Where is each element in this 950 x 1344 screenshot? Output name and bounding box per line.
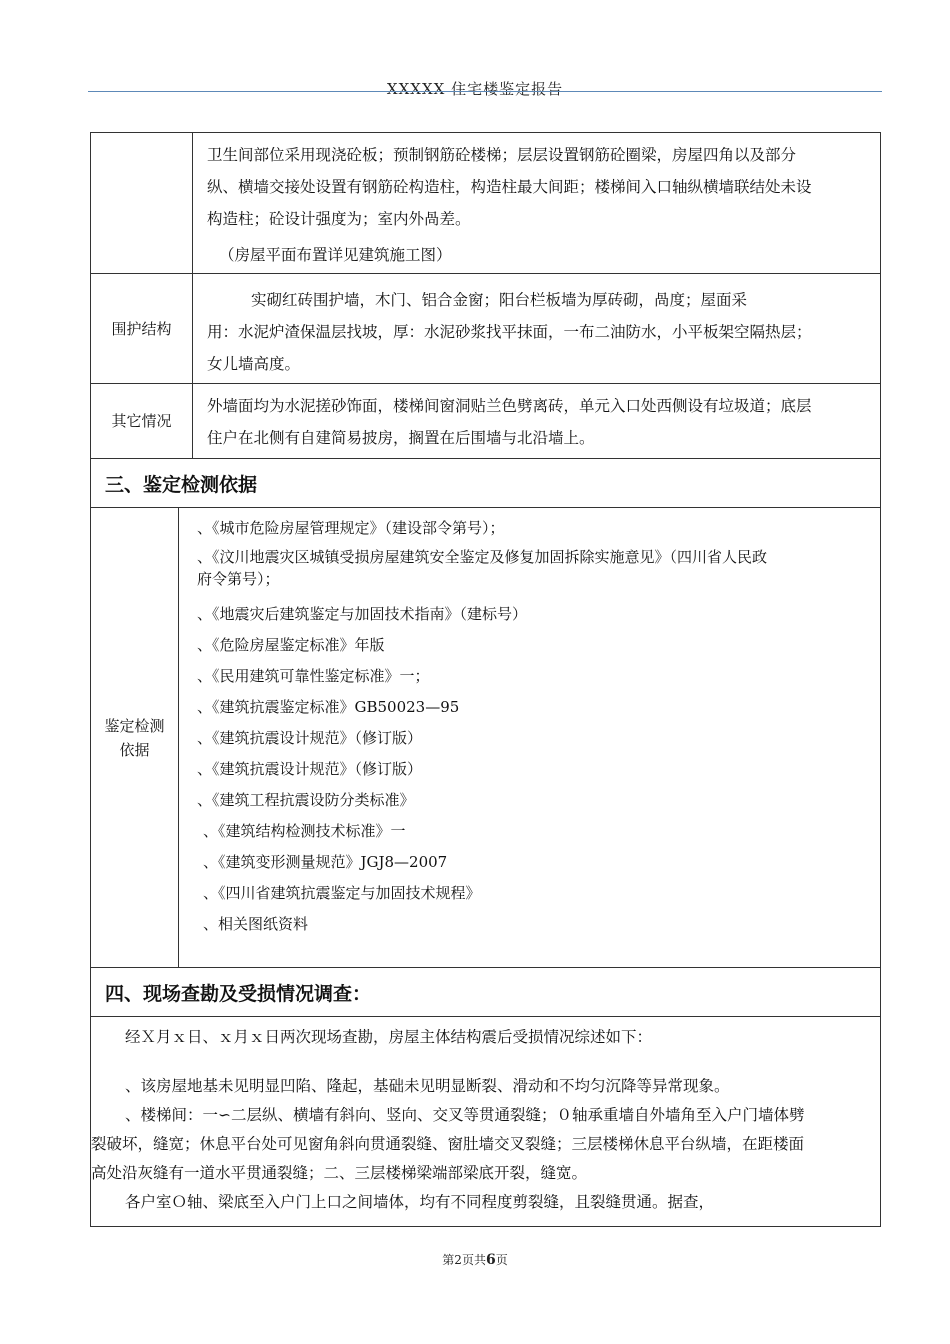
survey-lines xyxy=(91,1072,880,1217)
basis-item: 、《建筑变形测量规范》JGJ8—2007 xyxy=(203,853,448,871)
other-line-2: 住户在北侧有自建简易披房，搁置在后围墙与北沿墙上。 xyxy=(207,429,595,447)
header-divider xyxy=(88,91,882,92)
survey-line: 、该房屋地基未见明显凹陷、隆起，基础未见明显断裂、滑动和不均匀沉降等异常现象。 xyxy=(125,1077,730,1095)
basis-item: 、《建筑结构检测技术标准》一 xyxy=(203,822,406,840)
footer-total: 6 xyxy=(485,1252,496,1268)
other-label: 其它情况 xyxy=(91,384,193,458)
survey-line: 、楼梯间：一∽二层纵、横墙有斜向、竖向、交叉等贯通裂缝；０轴承重墙自外墙角至入户门墙体劈 xyxy=(125,1106,805,1124)
basis-item: 、相关图纸资料 xyxy=(203,915,309,933)
enclosure-line-2: 用：水泥炉渣保温层找坡，厚：水泥砂浆找平抹面，一布二油防水，小平板架空隔热层； xyxy=(207,323,812,341)
basis-item: 、《民用建筑可靠性鉴定标准》一； xyxy=(197,667,430,685)
structure-row xyxy=(90,132,881,274)
section3-heading: 三、鉴定检测依据 xyxy=(90,458,881,508)
basis-row xyxy=(90,507,881,968)
basis-item: 、《危险房屋鉴定标准》年版 xyxy=(197,636,385,654)
footer-mid: 页共 xyxy=(461,1253,486,1267)
enclosure-line-1: 实砌红砖围护墙，木门、铝合金窗；阳台栏板墙为厚砖砌，咼度；屋面采 xyxy=(251,291,748,309)
survey-line: 高处沿灰缝有一道水平贯通裂缝；二、三层楼梯梁端部梁底开裂，缝宽。 xyxy=(91,1164,588,1182)
basis-item: 、《地震灾后建筑鉴定与加固技术指南》（建标号） xyxy=(197,605,528,623)
basis-item: 、《汶川地震灾区城镇受损房屋建筑安全鉴定及修复加固拆除实施意见》（四川省人民政 xyxy=(197,548,768,566)
footer-page: 2 xyxy=(454,1253,462,1267)
basis-label: 鉴定检测依据 xyxy=(104,716,165,759)
survey-line: 各户室Ｏ轴、梁底至入户门上口之间墙体，均有不同程度剪裂缝，且裂缝贯通。据查， xyxy=(125,1193,715,1211)
basis-item: 、《建筑抗震设计规范》（修订版） xyxy=(197,729,423,747)
survey-intro: 经Ｘ月ｘ日、ｘ月ｘ日两次现场查勘，房屋主体结构震后受损情况综述如下： xyxy=(125,1028,653,1046)
section4-heading: 四、现场查勘及受损情况调查： xyxy=(90,967,881,1017)
basis-item: 府令第号）； xyxy=(197,570,280,588)
footer-prefix: 第 xyxy=(442,1253,455,1267)
enclosure-label: 围护结构 xyxy=(91,274,193,383)
other-row xyxy=(90,383,881,459)
other-content-cell xyxy=(193,384,880,458)
basis-item: 、《城市危险房屋管理规定》（建设部令第号）； xyxy=(197,519,505,537)
structure-content-cell xyxy=(193,133,880,273)
basis-list xyxy=(197,513,880,940)
structure-note: （房屋平面布置详见建筑施工图） xyxy=(219,246,452,264)
page-header-title: XXXXX 住宅楼鉴定报告 xyxy=(386,80,564,98)
enclosure-content-cell xyxy=(193,274,880,383)
enclosure-row xyxy=(90,273,881,384)
page-footer xyxy=(0,1251,950,1268)
structure-label-cell xyxy=(91,133,193,273)
basis-item: 、《建筑工程抗震设防分类标准》 xyxy=(197,791,415,809)
survey-body xyxy=(90,1016,881,1227)
enclosure-line-3: 女儿墙高度。 xyxy=(207,355,301,373)
structure-line-1: 卫生间部位采用现浇砼板；预制钢筋砼楼梯；层层设置钢筋砼圈梁，房屋四角以及部分 xyxy=(207,146,797,164)
structure-line-3: 构造柱；砼设计强度为；室内外咼差。 xyxy=(207,210,471,228)
survey-line: 裂破坏，缝宽；休息平台处可见窗角斜向贯通裂缝、窗肚墙交叉裂缝；三层楼梯休息平台纵墙，在距楼面 xyxy=(91,1135,805,1153)
basis-item: 、《建筑抗震设计规范》（修订版） xyxy=(197,760,423,778)
basis-item: 、《四川省建筑抗震鉴定与加固技术规程》 xyxy=(203,884,481,902)
other-line-1: 外墙面均为水泥搓砂饰面，楼梯间窗洞贴兰色劈离砖，单元入口处西侧设有垃圾道；底层 xyxy=(207,397,812,415)
basis-item: 、《建筑抗震鉴定标准》GB50023—95 xyxy=(197,698,460,716)
structure-line-2: 纵、横墙交接处设置有钢筋砼构造柱，构造柱最大间距；楼梯间入口轴纵横墙联结处未设 xyxy=(207,178,812,196)
footer-suffix: 页 xyxy=(495,1253,508,1267)
basis-label-cell xyxy=(91,508,179,967)
